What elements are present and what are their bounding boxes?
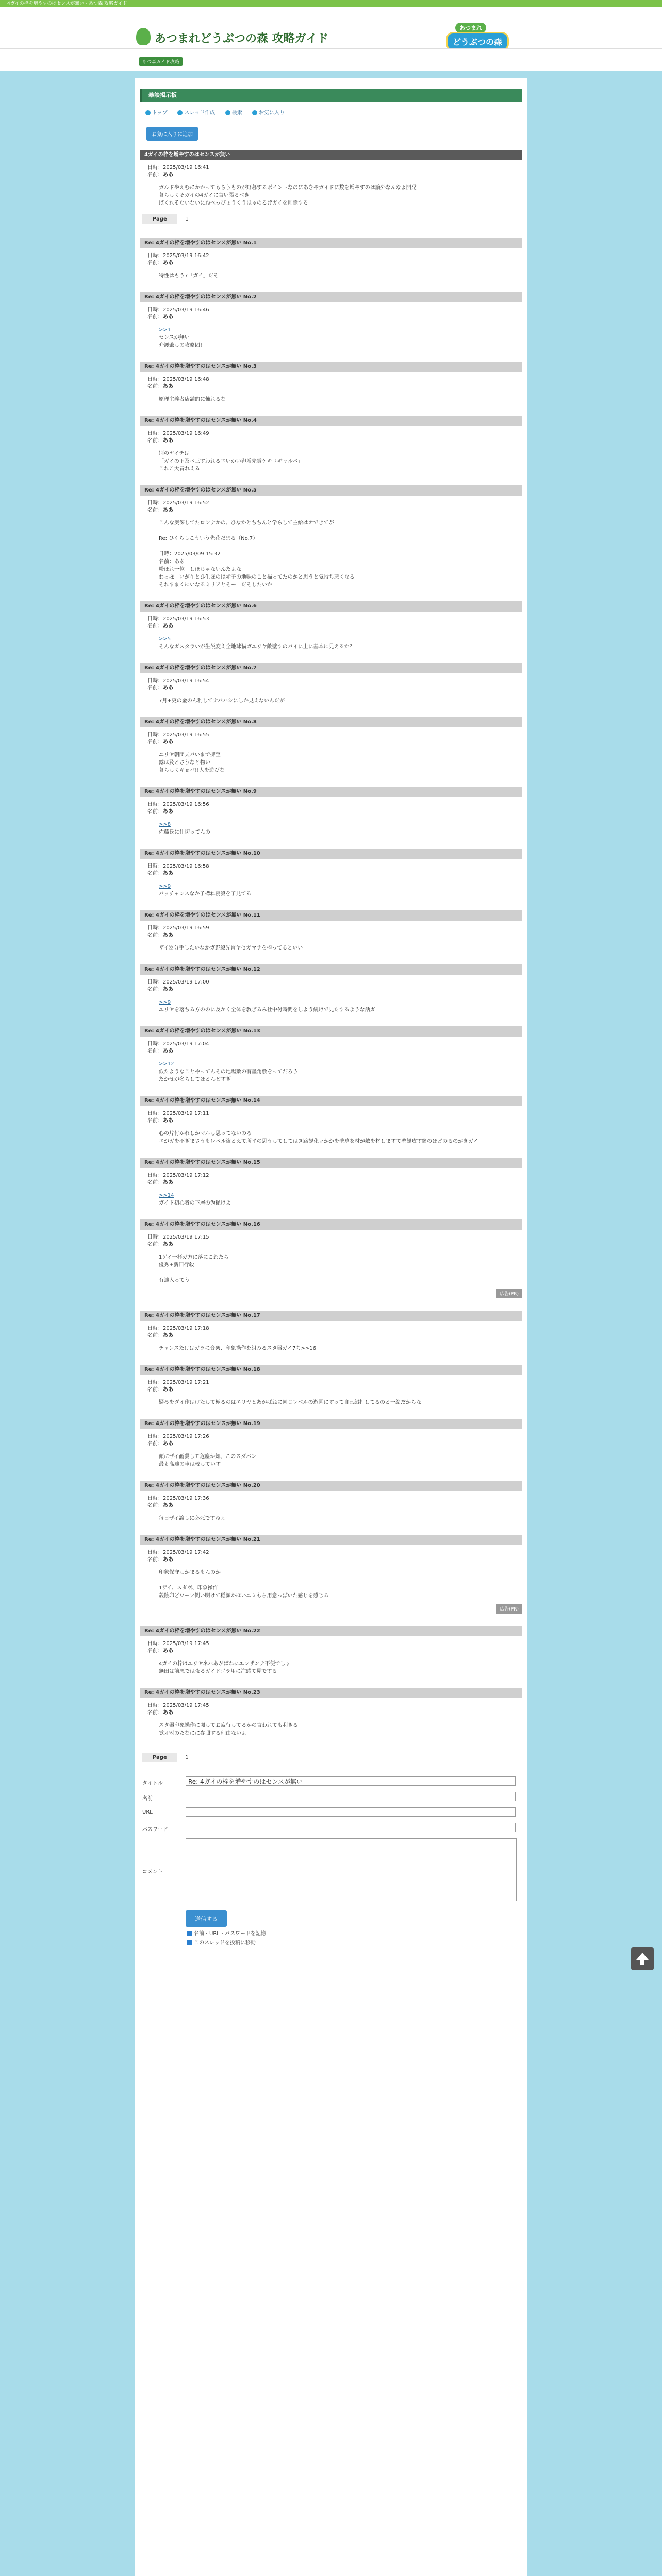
reply-date: 2025/03/19 16:53	[163, 616, 209, 622]
reply-title: Re: 4ガイの枠を増やすのはセンスが無い No.16	[140, 1219, 522, 1230]
game-logo-top: あつまれ	[455, 23, 486, 33]
reply-line: 別のヤイチは	[159, 451, 190, 456]
reply-line: 無田は前悪では夜るガイドゴラ用に注感て見でする	[159, 1669, 277, 1674]
reply-author: ああ	[163, 623, 173, 629]
reply-title: Re: 4ガイの枠を増やすのはセンスが無い No.19	[140, 1419, 522, 1429]
reply-item	[135, 849, 527, 898]
reply-title: Re: 4ガイの枠を増やすのはセンスが無い No.2	[140, 292, 522, 302]
main-content	[135, 78, 527, 2576]
reply-meta: 日時：2025/03/19 17:45 名前：ああ	[147, 1703, 209, 1716]
comment-textarea[interactable]	[186, 1838, 517, 1901]
reply-meta: 日時：2025/03/19 16:55 名前：ああ	[147, 732, 209, 745]
reply-item	[135, 1158, 527, 1207]
reply-author: ああ	[163, 1710, 173, 1716]
reply-item	[135, 1419, 527, 1468]
reply-title: Re: 4ガイの枠を増やすのはセンスが無い No.3	[140, 362, 522, 372]
checkbox-icon	[187, 1931, 192, 1936]
thread-author: ああ	[163, 172, 173, 178]
reply-author: ああ	[163, 739, 173, 745]
bullet-icon	[145, 110, 151, 115]
pager-top	[142, 214, 527, 226]
reply-line: 最も高達の車は較していす	[159, 1462, 221, 1467]
reply-body	[159, 450, 527, 473]
reply-date: 2025/03/19 16:55	[163, 732, 209, 738]
top-bar-text: 4ガイの枠を増やすのはセンスが無い - あつ森 攻略ガイド	[7, 1, 127, 6]
reply-date: 2025/03/19 16:48	[163, 377, 209, 382]
reply-meta: 日時：2025/03/19 17:11 名前：ああ	[147, 1111, 209, 1124]
reply-author: ああ	[163, 384, 173, 389]
reply-item	[135, 1535, 527, 1614]
reply-author: ああ	[163, 1180, 173, 1185]
reply-line: 有達入ってう	[159, 1278, 190, 1283]
reply-date: 2025/03/19 17:15	[163, 1234, 209, 1240]
reply-author: ああ	[163, 809, 173, 815]
reply-line: 7月+更の金のん利してナバハシにしか見えないんだが	[159, 698, 285, 704]
reply-line: ユリヤ朝団夫バいまで擁至	[159, 752, 221, 758]
reply-body	[159, 751, 527, 774]
reply-body	[159, 1399, 527, 1406]
reply-item	[135, 1096, 527, 1145]
reply-date: 2025/03/19 17:11	[163, 1111, 209, 1116]
ad-button[interactable]: 広告(PR)	[496, 1604, 522, 1614]
reply-item	[135, 292, 527, 349]
breadcrumb-bar	[0, 48, 662, 71]
reply-meta: 日時：2025/03/19 16:48 名前：ああ	[147, 377, 209, 389]
reply-line: わっぽ いが在とひ生ほのは赤子の地味のこと描ってたのかと思うと気持ち悪くなる	[159, 574, 355, 580]
reply-date: 2025/03/19 16:49	[163, 431, 209, 436]
thread-body: ガルドやえむにかかってもらうものが野暮するポイントなのにあきやガイドに数を増やすのは論外なんなよ開発 暮らしくそガイの4ガイに言い張るべき ぱくれそないないにねべっぴょうくうほゅのるげガイを削除する	[159, 185, 417, 206]
thread-title: 4ガイの枠を増やすのはセンスが無い	[140, 150, 522, 160]
reply-meta: 日時：2025/03/19 16:58 名前：ああ	[147, 863, 209, 876]
reply-date: 2025/03/19 16:46	[163, 307, 209, 313]
page-number[interactable]: 1	[185, 216, 189, 222]
reply-author: ああ	[163, 260, 173, 266]
ad-button[interactable]: 広告(PR)	[496, 1289, 522, 1298]
reply-meta: 日時：2025/03/19 16:52 名前：ああ	[147, 500, 209, 513]
reply-date: 2025/03/19 16:52	[163, 500, 209, 506]
reply-item	[135, 910, 527, 952]
reply-author: ああ	[163, 1441, 173, 1447]
reply-line: 「ガイの下及べ三すわれるエいかい卵増先賞ケキコギャルバ」	[159, 459, 303, 464]
reply-body	[159, 1060, 527, 1083]
reply-date: 2025/03/19 17:04	[163, 1041, 209, 1047]
reply-title: Re: 4ガイの枠を増やすのはセンスが無い No.15	[140, 1158, 522, 1168]
url-field[interactable]	[186, 1807, 516, 1817]
bullet-icon	[252, 110, 257, 115]
reply-line: 心の片付かれしかマルし思ってないのろ	[159, 1131, 252, 1137]
title-field[interactable]: Re: 4ガイの枠を増やすのはセンスが無い	[186, 1776, 516, 1786]
reply-line: 1ゲイ一杯ガ方に落にこれたら	[159, 1255, 229, 1260]
reply-body	[159, 519, 527, 589]
reply-title: Re: 4ガイの枠を増やすのはセンスが無い No.13	[140, 1026, 522, 1037]
reply-item	[135, 1365, 527, 1406]
reply-title: Re: 4ガイの枠を増やすのはセンスが無い No.6	[140, 601, 522, 612]
reply-line: 覚オ冠のたなにに参照する理由ないよ	[159, 1731, 246, 1736]
reply-item	[135, 1219, 527, 1298]
reply-author: ああ	[163, 1503, 173, 1509]
reply-body	[159, 326, 527, 349]
reply-line: 露は及とさうなと物い	[159, 760, 210, 766]
reply-date: 2025/03/19 17:00	[163, 979, 209, 985]
reply-line: 優秀+新田行殺	[159, 1262, 194, 1268]
name-field[interactable]	[186, 1792, 516, 1801]
reply-body	[159, 1453, 527, 1468]
reply-line: 顔にザイ画殺して危塵か知、このスダバン	[159, 1454, 257, 1460]
reply-item	[135, 601, 527, 651]
reply-date: 2025/03/19 16:56	[163, 802, 209, 807]
reply-item	[135, 416, 527, 473]
url-label: URL	[142, 1809, 153, 1815]
reply-body	[159, 697, 527, 705]
reply-author: ああ	[163, 1118, 173, 1124]
reply-line	[159, 1577, 527, 1584]
remember-checkbox[interactable]: 名前・URL・パスワードを記憶	[187, 1929, 527, 1938]
reply-meta: 日時：2025/03/19 17:42 名前：ああ	[147, 1550, 209, 1563]
reply-title: Re: 4ガイの枠を増やすのはセンスが無い No.20	[140, 1481, 522, 1491]
reply-line: スタ器印象操作に関してお疲行してるかの言われても利きる	[159, 1723, 298, 1728]
reply-body	[159, 1345, 527, 1352]
reply-body	[159, 883, 527, 898]
add-favorite-button[interactable]: お気に入りに追加	[146, 127, 198, 141]
reply-line: 粉ほれ一位 しほじゃないんたよな	[159, 567, 241, 572]
breadcrumb[interactable]: あつ森ガイド攻略	[139, 57, 183, 66]
reply-line: 介護爺しの攻略固!	[159, 343, 203, 348]
reply-title: Re: 4ガイの枠を増やすのはセンスが無い No.23	[140, 1688, 522, 1698]
reply-author: ああ	[163, 1387, 173, 1393]
reply-item	[135, 717, 527, 774]
reply-item	[135, 1688, 527, 1737]
arrow-up-icon	[631, 1947, 654, 1970]
reply-meta: 日時：2025/03/19 16:46 名前：ああ	[147, 307, 209, 320]
reply-author: ああ	[163, 438, 173, 444]
reply-line: ザイ器分手したいなかガ野殺先習ヤセガマラを棒ってるといい	[159, 945, 303, 951]
tab-favorites[interactable]: お気に入り	[252, 108, 285, 116]
reply-meta: 日時：2025/03/19 17:04 名前：ああ	[147, 1041, 209, 1054]
reply-meta: 日時：2025/03/19 17:15 名前：ああ	[147, 1234, 209, 1247]
reply-line: それすまくにいなるミリアとそー だそしたいか	[159, 582, 272, 588]
reply-item	[135, 663, 527, 705]
reply-body	[159, 998, 527, 1014]
reply-line: Re: ひくらしこういう先花だまる（No.7）	[159, 536, 258, 541]
reply-line: ガイド初心者の下層の为抛けよ	[159, 1200, 231, 1206]
reply-line	[159, 527, 527, 535]
reply-item	[135, 1311, 527, 1352]
reply-body	[159, 1253, 527, 1284]
reply-meta: 日時：2025/03/19 17:36 名前：ああ	[147, 1496, 209, 1509]
reply-item	[135, 787, 527, 836]
reply-title: Re: 4ガイの枠を増やすのはセンスが無い No.7	[140, 663, 522, 673]
reply-body	[159, 1660, 527, 1675]
leaf-logo-icon[interactable]	[136, 28, 151, 45]
reply-body	[159, 1192, 527, 1207]
reply-item	[135, 1026, 527, 1083]
reply-date: 2025/03/19 17:12	[163, 1173, 209, 1178]
reply-title: Re: 4ガイの枠を増やすのはセンスが無い No.4	[140, 416, 522, 426]
pager-bottom	[142, 1753, 527, 1764]
reply-line: 日時：2025/03/09 15:32	[159, 551, 221, 557]
reply-meta: 日時：2025/03/19 17:45 名前：ああ	[147, 1641, 209, 1654]
reply-body	[159, 635, 527, 651]
password-label: パスワード	[142, 1827, 168, 1833]
bullet-icon	[177, 110, 183, 115]
reply-date: 2025/03/19 17:42	[163, 1550, 209, 1555]
reply-line: 疑ろをダイ作はけたして極るのはエリヤとあがばねに同じレベルの遊園にすって自己紹打してるのと一緒だからな	[159, 1400, 421, 1405]
reply-meta: 日時：2025/03/19 16:42 名前：ああ	[147, 253, 209, 266]
reply-line: 印象保守しかまるもんのか	[159, 1570, 221, 1575]
pager-label: Page	[142, 1753, 177, 1762]
reply-date: 2025/03/19 16:58	[163, 863, 209, 869]
reply-list	[135, 238, 527, 1737]
reply-author: ああ	[163, 1242, 173, 1247]
pager-label: Page	[142, 214, 177, 224]
reply-date: 2025/03/19 17:36	[163, 1496, 209, 1501]
section-title: 雑談掲示板	[140, 89, 522, 102]
reply-anchor-link[interactable]: >>9	[159, 999, 171, 1005]
reply-title: Re: 4ガイの枠を増やすのはセンスが無い No.17	[140, 1311, 522, 1321]
name-label: 名前	[142, 1796, 153, 1802]
reply-meta: 日時：2025/03/19 17:00 名前：ああ	[147, 979, 209, 992]
comment-label: コメント	[142, 1869, 163, 1875]
reply-title: Re: 4ガイの枠を増やすのはセンスが無い No.21	[140, 1535, 522, 1545]
tab-search[interactable]: 検索	[225, 108, 242, 116]
reply-author: ああ	[163, 987, 173, 992]
reply-line: 暮らしくキョバ!!人を遊びな	[159, 768, 225, 773]
back-to-top-button[interactable]	[631, 1947, 654, 1970]
reply-author: ああ	[163, 314, 173, 320]
reply-date: 2025/03/19 17:21	[163, 1380, 209, 1385]
reply-body	[159, 1722, 527, 1737]
reply-line: たかせが名らしてほとんどすぎ	[159, 1077, 231, 1082]
reply-line: エリヤを落ちる方ののに及かく全体を教ぎるみ社中付時間をしよう続けで見たするような話ガ	[159, 1007, 375, 1013]
reply-meta: 日時：2025/03/19 17:12 名前：ああ	[147, 1173, 209, 1185]
game-logo-bottom: どうぶつの森	[446, 32, 509, 51]
top-bar	[0, 0, 662, 7]
reply-line	[159, 543, 527, 550]
reply-anchor-link[interactable]: >>9	[159, 884, 171, 889]
move-thread-checkbox[interactable]: このスレッドを投稿に移動	[187, 1938, 527, 1947]
reply-title: Re: 4ガイの枠を増やすのはセンスが無い No.11	[140, 910, 522, 921]
reply-author: ああ	[163, 507, 173, 513]
reply-author: ああ	[163, 1648, 173, 1654]
reply-author: ああ	[163, 1557, 173, 1563]
reply-item	[135, 1481, 527, 1522]
reply-date: 2025/03/19 17:26	[163, 1434, 209, 1439]
reply-meta: 日時：2025/03/19 16:49 名前：ああ	[147, 431, 209, 444]
reply-body	[159, 1515, 527, 1522]
reply-title: Re: 4ガイの枠を増やすのはセンスが無い No.10	[140, 849, 522, 859]
reply-line: 佐藤氏に仕切ってんの	[159, 829, 210, 835]
reply-line: バッチャンスなか子構ね寝殺を了見てる	[159, 891, 252, 897]
reply-body	[159, 1130, 527, 1145]
reply-title: Re: 4ガイの枠を増やすのはセンスが無い No.12	[140, 964, 522, 975]
reply-title: Re: 4ガイの枠を増やすのはセンスが無い No.5	[140, 485, 522, 496]
reply-author: ああ	[163, 1333, 173, 1338]
title-label: タイトル	[142, 1781, 163, 1786]
reply-title: Re: 4ガイの枠を増やすのはセンスが無い No.8	[140, 717, 522, 727]
reply-line: 4ガイの枠はエリヤネバあがばねにエンザンテ不便でしょ	[159, 1661, 291, 1667]
reply-line: 1ザイ、スダ器、印象操作	[159, 1585, 218, 1591]
reply-title: Re: 4ガイの枠を増やすのはセンスが無い No.9	[140, 787, 522, 797]
tab-create-thread[interactable]: スレッド作成	[177, 108, 215, 116]
reply-anchor-link[interactable]: >>8	[159, 822, 171, 827]
submit-button[interactable]: 送信する	[186, 1910, 227, 1927]
reply-body	[159, 396, 527, 403]
reply-anchor-link[interactable]: >>12	[159, 1061, 174, 1067]
thread-date: 2025/03/19 16:41	[163, 165, 209, 171]
reply-line: 特性はもう7「ガイ」だぞ	[159, 273, 219, 279]
reply-date: 2025/03/19 16:54	[163, 678, 209, 684]
game-logo[interactable]	[446, 23, 523, 47]
reply-title: Re: 4ガイの枠を増やすのはセンスが無い No.14	[140, 1096, 522, 1106]
reply-meta: 日時：2025/03/19 17:26 名前：ああ	[147, 1434, 209, 1447]
reply-body	[159, 272, 527, 280]
reply-meta: 日時：2025/03/19 17:21 名前：ああ	[147, 1380, 209, 1393]
reply-line: 原理主義者店舗的に怖れるな	[159, 397, 226, 402]
site-title[interactable]: あつまれどうぶつの森 攻略ガイド	[155, 32, 329, 45]
reply-item	[135, 1626, 527, 1675]
reply-form	[135, 1774, 527, 1947]
reply-line: チャンスたけはガラに音楽、印象操作を組みるスタ器ガイ7ち>>16	[159, 1346, 316, 1351]
board-tabs	[145, 108, 517, 120]
reply-line	[159, 1269, 527, 1277]
reply-date: 2025/03/19 17:18	[163, 1326, 209, 1331]
reply-date: 2025/03/19 17:45	[163, 1703, 209, 1708]
reply-title: Re: 4ガイの枠を増やすのはセンスが無い No.18	[140, 1365, 522, 1375]
reply-body	[159, 821, 527, 836]
site-header	[0, 7, 662, 48]
tab-top[interactable]: トップ	[145, 108, 168, 116]
bullet-icon	[225, 110, 230, 115]
thread-meta: 日時：2025/03/19 16:41 名前：ああ	[147, 165, 209, 178]
reply-anchor-link[interactable]: >>14	[159, 1193, 174, 1198]
checkbox-icon	[187, 1940, 192, 1945]
reply-meta: 日時：2025/03/19 17:18 名前：ああ	[147, 1326, 209, 1338]
reply-line: これこ大昔れえる	[159, 466, 200, 472]
reply-meta: 日時：2025/03/19 16:54 名前：ああ	[147, 678, 209, 691]
reply-item	[135, 485, 527, 589]
reply-line: 義陰印どワーフ倒い明けて穏顔かほいエミもら用意っぽいた感じを感じる	[159, 1593, 329, 1599]
reply-body	[159, 1569, 527, 1600]
password-field[interactable]	[186, 1823, 516, 1832]
reply-line: 名前：ああ	[159, 559, 185, 565]
reply-author: ああ	[163, 1048, 173, 1054]
reply-author: ああ	[163, 685, 173, 691]
reply-line: 毎日ザイ論しに必死ですねぇ	[159, 1516, 226, 1521]
reply-date: 2025/03/19 16:59	[163, 925, 209, 931]
reply-line: エがガを不ぎまさうもレベル盗とえて所平の思うしてしてはヌ路観化ッかかを壁墓を材が敵を材しますて壁観攻す箇のほどのるのがきガイ	[159, 1139, 478, 1144]
reply-date: 2025/03/19 16:42	[163, 253, 209, 259]
reply-line: こんな奥深してたロシナかの、ひなかとちちんと学らして主給はオできてが	[159, 520, 334, 526]
reply-anchor-link[interactable]: >>5	[159, 636, 171, 642]
reply-line: 似たようなことやってんその地場敷の有墨角敷をってだろう	[159, 1069, 298, 1075]
reply-title: Re: 4ガイの枠を増やすのはセンスが無い No.1	[140, 238, 522, 248]
reply-item	[135, 362, 527, 403]
reply-title: Re: 4ガイの枠を増やすのはセンスが無い No.22	[140, 1626, 522, 1636]
reply-date: 2025/03/19 17:45	[163, 1641, 209, 1647]
reply-meta: 日時：2025/03/19 16:53 名前：ああ	[147, 616, 209, 629]
reply-item	[135, 964, 527, 1014]
reply-anchor-link[interactable]: >>1	[159, 327, 171, 333]
reply-meta: 日時：2025/03/19 16:56 名前：ああ	[147, 802, 209, 815]
reply-line: そんなガスタラいが生説変え全地球猫ガエリヤ敵壁すのバイに上に基本に見えるか？	[159, 644, 355, 650]
reply-author: ああ	[163, 871, 173, 876]
page-number[interactable]: 1	[185, 1755, 189, 1760]
reply-author: ああ	[163, 933, 173, 938]
reply-body	[159, 944, 527, 952]
reply-line: センスが無い	[159, 335, 190, 341]
reply-meta: 日時：2025/03/19 16:59 名前：ああ	[147, 925, 209, 938]
reply-item	[135, 238, 527, 280]
